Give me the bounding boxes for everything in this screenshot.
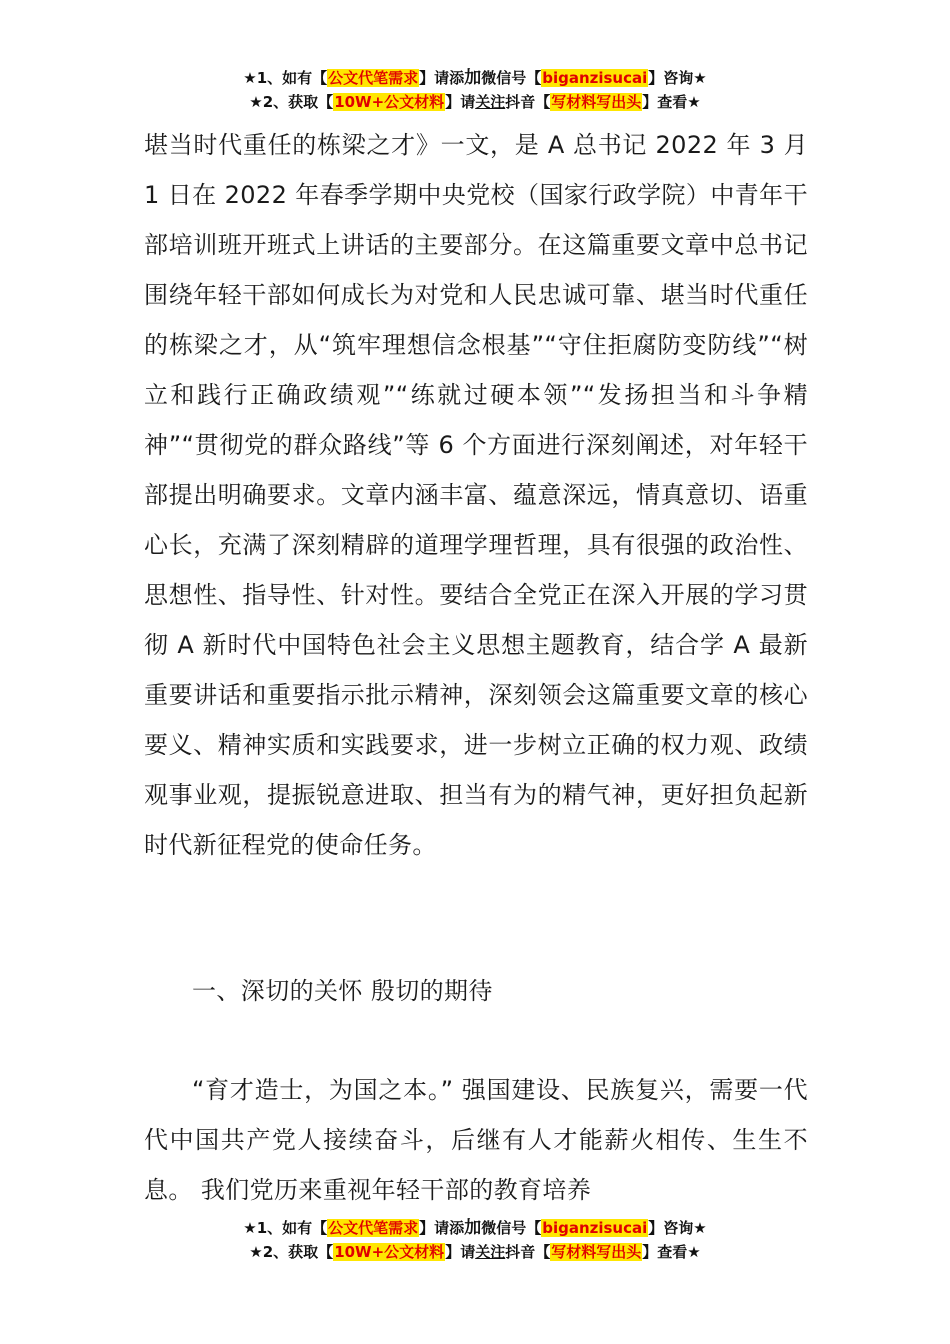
highlight-douyin: 写材料写出头 [551, 93, 642, 111]
header-banner [0, 66, 950, 114]
footer-banner [0, 1216, 950, 1264]
star-icon: ★ [249, 1243, 263, 1261]
highlight-wechat-id: biganzisucai [542, 1219, 648, 1237]
highlight-service: 公文代笔需求 [328, 69, 419, 87]
star-icon: ★ [249, 93, 263, 111]
highlight-materials: 10W+公文材料 [334, 93, 445, 111]
banner-line-2: ★2、获取【10W+公文材料】请关注抖音【写材料写出头】查看★ [249, 93, 701, 111]
star-icon: ★ [243, 1219, 257, 1237]
body-paragraph-1: 堪当时代重任的栋梁之才》一文，是 A 总书记 2022 年 3 月 1 日在 2022 年春季学期中央党校（国家行政学院）中青年干部培训班开班式上讲话的主要部分。在这篇重要文章中总书记围绕年轻干部如何成长为对党和人民忠诚可靠、堪当时代重任的栋梁之才，从“筑牢理想信念根基”“守住拒腐防变防线”“树立和践行正确政绩观”“练就过硬本领”“发扬担当和斗争精神”“贯彻党的群众路线”等 6 个方面进行深刻阐述，对年轻干部提出明确要求。文章内涵丰富、蕴意深远，情真意切、语重心长，充满了深刻精辟的道理学理哲理，具有很强的政治性、思想性、指导性、针对性。要结合全党正在深入开展的学习贯彻 A 新时代中国特色社会主义思想主题教育，结合学 A 最新重要讲话和重要指示批示精神，深刻领会这篇重要文章的核心要义、精神实质和实践要求，进一步树立正确的权力观、政绩观事业观，提振锐意进取、担当有为的精气神，更好担负起新时代新征程党的使命任务。 [144, 131, 808, 859]
star-icon: ★ [243, 69, 257, 87]
body-paragraph-2: “育才造士，为国之本。” 强国建设、民族复兴，需要一代代中国共产党人接续奋斗，后继有人才能薪火相传、生生不息。 我们党历来重视年轻干部的教育培养 [144, 1076, 808, 1204]
banner-line-2: ★2、获取【10W+公文材料】请关注抖音【写材料写出头】查看★ [249, 1243, 701, 1261]
banner-line-1: ★1、如有【公文代笔需求】请添加微信号【biganzisucai】咨询★ [243, 1218, 707, 1238]
highlight-materials: 10W+公文材料 [334, 1243, 445, 1261]
highlight-wechat-id: biganzisucai [542, 69, 648, 87]
highlight-service: 公文代笔需求 [328, 1219, 419, 1237]
highlight-douyin: 写材料写出头 [551, 1243, 642, 1261]
banner-line-1: ★1、如有【公文代笔需求】请添加微信号【biganzisucai】咨询★ [243, 68, 707, 88]
section-heading: 一、深切的关怀 殷切的期待 [192, 977, 493, 1005]
